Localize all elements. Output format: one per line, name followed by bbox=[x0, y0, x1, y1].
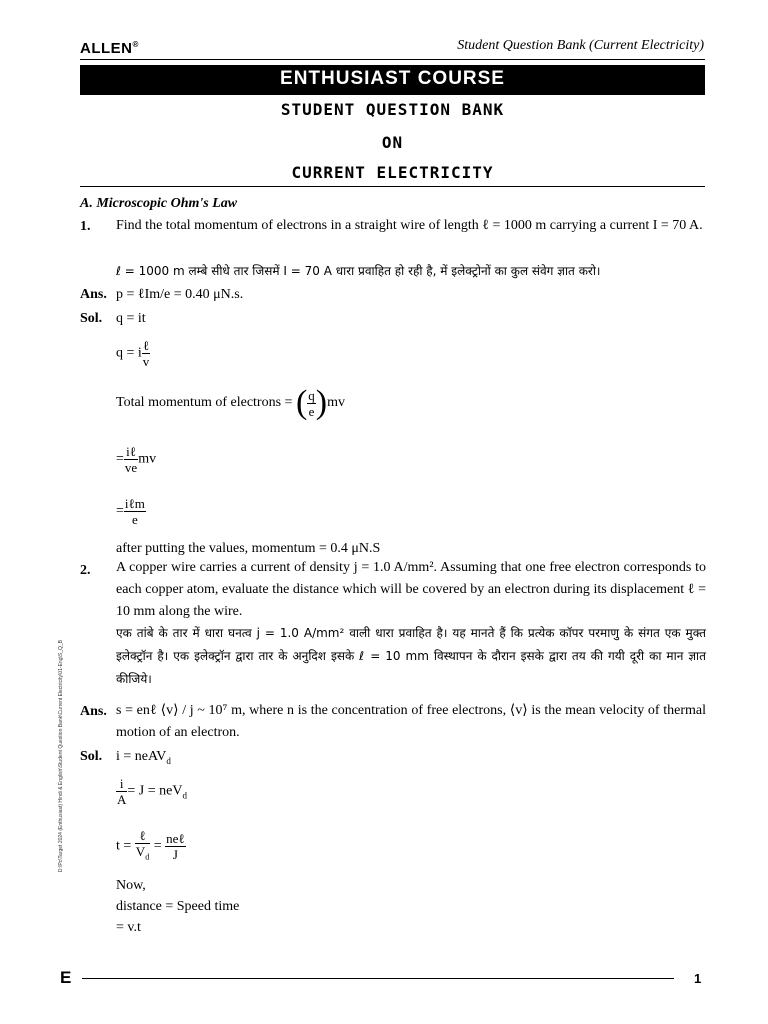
answer-2-label: Ans. bbox=[80, 704, 107, 719]
solution-2-distance: distance = Speed time bbox=[116, 899, 240, 914]
solution-1-label: Sol. bbox=[80, 311, 103, 326]
section-heading: A. Microscopic Ohm's Law bbox=[80, 196, 238, 211]
solution-1-step-4: = $\frac{\text{iℓ}}{ve}$ mv bbox=[116, 444, 157, 475]
question-1-number: 1. bbox=[80, 219, 91, 234]
solution-1-step-3: Total momentum of electrons = ( $\frac{q}{e}$ )mv bbox=[116, 384, 345, 421]
answer-2-text: s = enℓ ⟨v⟩ / j ~ 10⁷ m, where n is the concentration of free electrons, ⟨v⟩ is the mean velocity of thermal motion of an electron. bbox=[116, 703, 706, 740]
solution-2-now: Now, bbox=[116, 878, 146, 893]
answer-1-text: p = ℓIm/e = 0.40 μN.s. bbox=[116, 287, 244, 302]
page-number: 1 bbox=[694, 971, 702, 986]
question-1-hindi: ℓ = 1000 m लम्बे सीधे तार जिसमें I = 70 A धारा प्रवाहित हो रही है, में इलेक्ट्रोनों का कुल संवेग ज्ञात करो। bbox=[116, 264, 601, 278]
solution-1-result: after putting the values, momentum = 0.4 μN.S bbox=[116, 541, 381, 556]
solution-1-step-5: = $\frac{\text{iℓm}}{e}$ bbox=[116, 496, 145, 527]
question-2-number: 2. bbox=[80, 563, 91, 578]
side-file-path: D:\Pc\Target 2024 (Enthusiast) Hindi & English\Student Question Bank\Current Electricity\01-Eng\S_Q_B bbox=[58, 640, 64, 873]
footer-rule bbox=[82, 978, 674, 979]
course-banner: ENTHUSIAST COURSE bbox=[80, 65, 705, 95]
solution-2-step-1: i = neAV$_d$ bbox=[116, 749, 171, 766]
solution-2-step-3: t = $\frac{\text{ℓ}}{V_d}$ = $\frac{\text{neℓ}}{J}$ bbox=[116, 828, 185, 862]
question-2-hindi: एक तांबे के तार में धारा घनत्व j = 1.0 A/mm² वाली धारा प्रवाहित है। यह मानते हैं कि प्रत्येक कॉपर परमाणु के संगत एक मुक्त इलेक्ट्रॉन है। एक इलेक्ट्रॉन द्वारा तार के अनुदिश इसके ℓ = 10 mm विस्थापन के दौरान इसके द्वारा तय की गयी दूरी का मान ज्ञात कीजिये। bbox=[116, 626, 706, 686]
solution-1-step-2: q = i $\frac{\text{ℓ}}{v}$ bbox=[116, 338, 150, 369]
question-2-text: A copper wire carries a current of density j = 1.0 A/mm². Assuming that one free electron corresponds to each copper atom, evaluate the distance which will be covered by an electron during its displacement ℓ = 10 mm along the wire. bbox=[116, 560, 706, 619]
title-rule bbox=[80, 186, 705, 187]
solution-1-step-1: q = it bbox=[116, 311, 146, 326]
allen-logo: ALLEN® bbox=[80, 40, 139, 57]
question-1-text: Find the total momentum of electrons in a straight wire of length ℓ = 1000 m carrying a current I = 70 A. bbox=[116, 218, 703, 233]
solution-2-vt: = v.t bbox=[116, 920, 141, 935]
header-rule bbox=[80, 59, 705, 60]
title-line-2: ON bbox=[381, 133, 404, 152]
solution-2-step-2: $\frac{i}{A}$ = J = neV$_d$ bbox=[117, 776, 187, 807]
footer-letter: E bbox=[60, 968, 72, 987]
title-line-1: STUDENT QUESTION BANK bbox=[280, 100, 505, 119]
solution-2-label: Sol. bbox=[80, 749, 103, 764]
title-line-3: CURRENT ELECTRICITY bbox=[291, 163, 494, 182]
answer-1-label: Ans. bbox=[80, 287, 107, 302]
running-title: Student Question Bank (Current Electricity) bbox=[457, 38, 704, 53]
